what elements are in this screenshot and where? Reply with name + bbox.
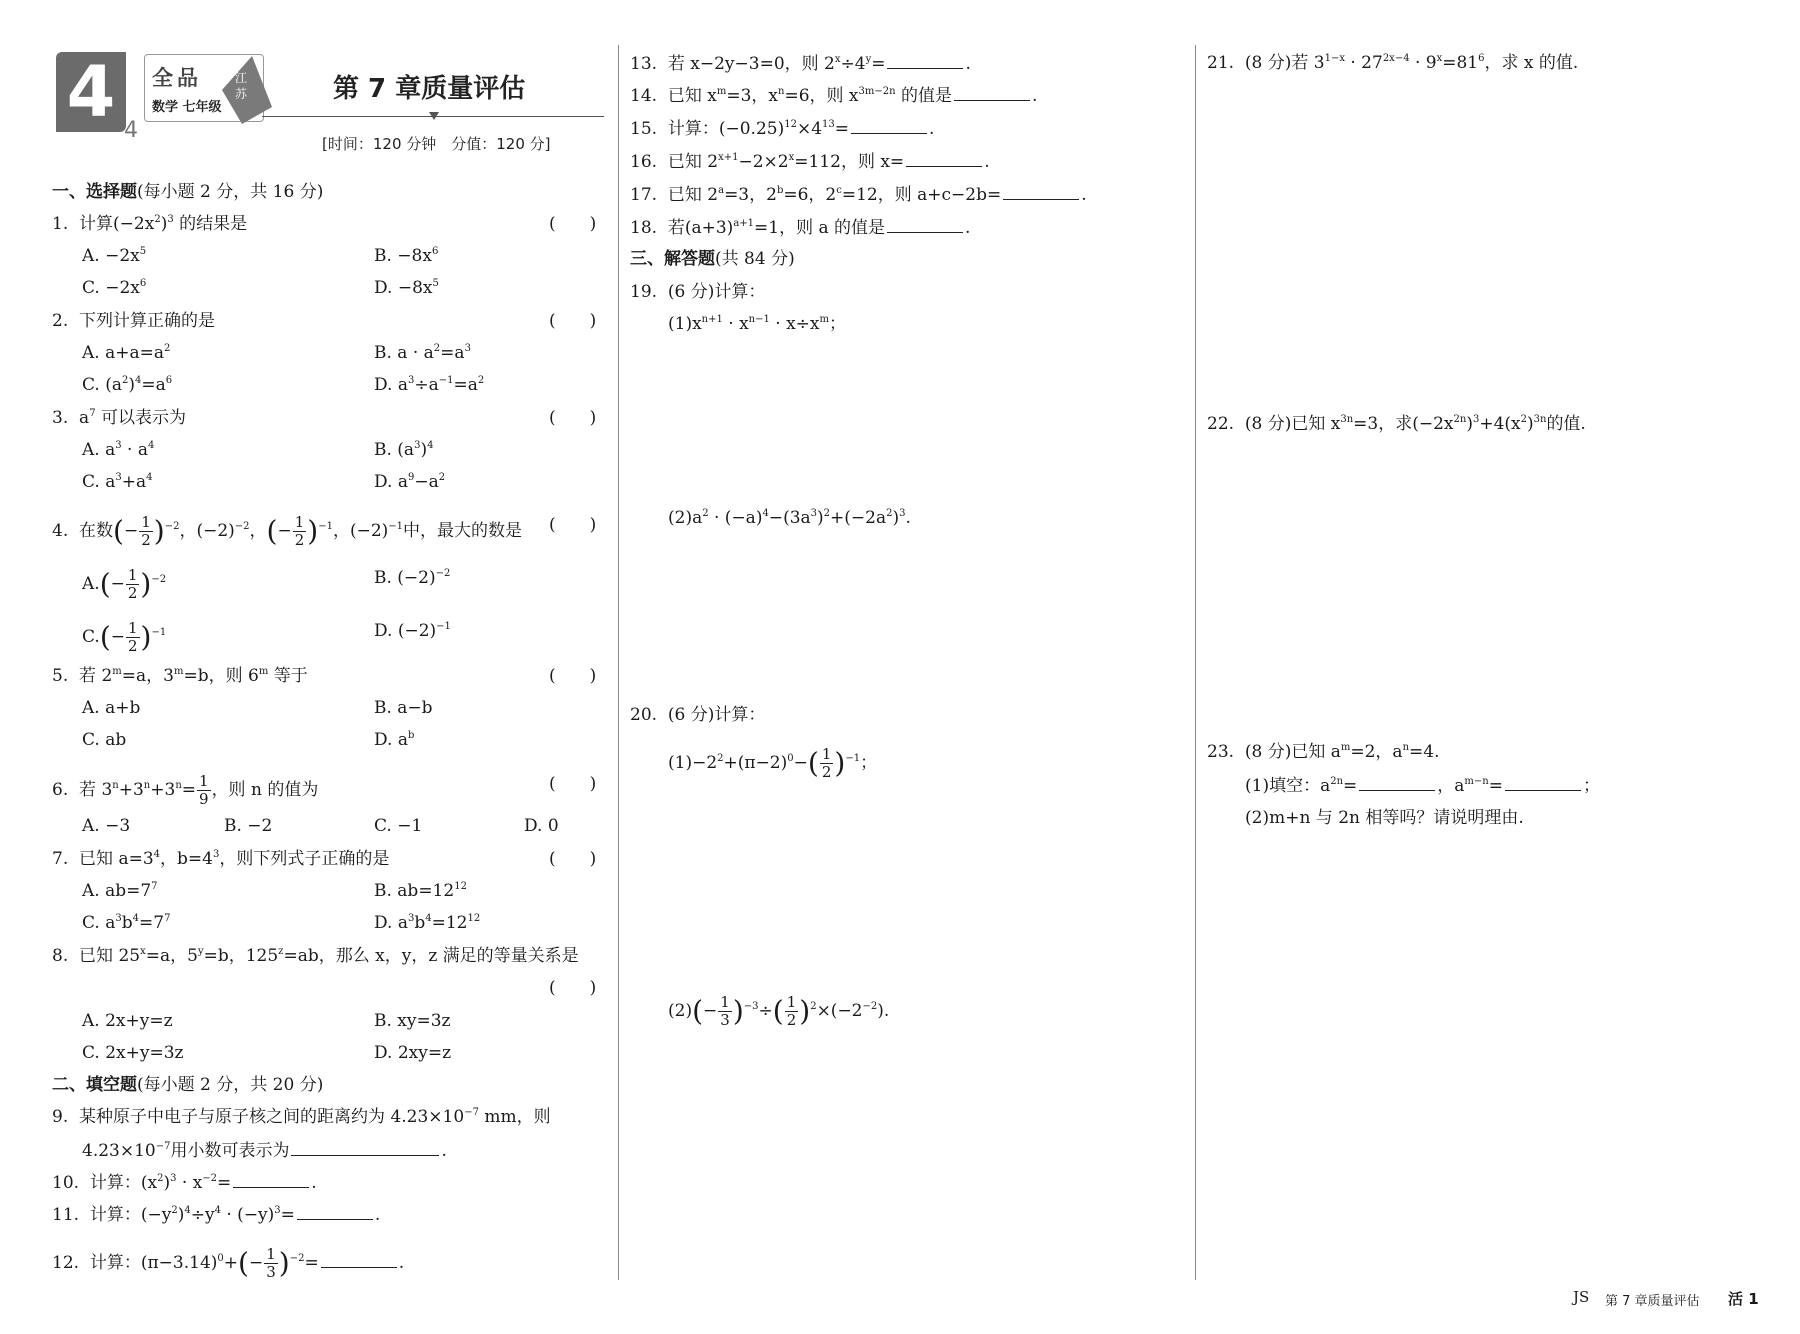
option-c: C. −1 — [374, 816, 423, 836]
option-d: D. $a^3b^4=12^{12}$ — [374, 913, 481, 933]
question-7: 7. 已知 $a=3^4$，$b=4^3$，则下列式子正确的是 — [52, 849, 390, 869]
answer-blank[interactable] — [906, 150, 982, 167]
answer-paren: ( ) — [549, 849, 597, 869]
option-c: C. 2x+y=3z — [82, 1043, 184, 1063]
question-16: 16. 已知 $2^{x+1}-2\times 2^x=112$，则 x= . — [630, 152, 990, 172]
answer-paren: ( ) — [549, 774, 597, 794]
option-b: B. $-8x^6$ — [374, 246, 439, 266]
option-a: A. $a+a=a^2$ — [82, 343, 171, 363]
answer-blank[interactable] — [887, 216, 963, 233]
option-b: B. $(a^3)^4$ — [374, 440, 434, 460]
option-c: C. ab — [82, 730, 127, 750]
question-20-part1: $(1)-2^2+(\pi-2)^0-$( $\frac{1}{2}$ )$^{-1}$； — [668, 745, 878, 781]
question-18: 18. 若$(a+3)^{a+1}=1$，则 a 的值是 . — [630, 218, 971, 238]
option-d: D. $(-2)^{-1}$ — [374, 621, 451, 641]
answer-paren: ( ) — [549, 978, 597, 998]
unit-number-badge: 4 — [56, 52, 126, 132]
answer-paren: ( ) — [549, 214, 597, 234]
question-1: 1. 计算$(-2x^2)^3$ 的结果是 — [52, 214, 248, 234]
question-23-part1: (1)填空：$a^{2n}=$ ，$a^{m-n}=$ ； — [1245, 776, 1600, 796]
footer-title: 第 7 章质量评估 — [1605, 1294, 1700, 1309]
question-21: 21. (8 分)若 $3^{1-x} \cdot 27^{2x-4} \cdot 9^x=81^6$，求 x 的值. — [1207, 53, 1579, 73]
section-choice: 一、选择题(每小题 2 分，共 16 分) — [52, 182, 324, 202]
question-12: 12. 计算：$(\pi-3.14)^0+(-$ $\frac{1}{3}$ )$^{-2}$= . — [52, 1245, 405, 1281]
answer-paren: ( ) — [549, 408, 597, 428]
answer-blank[interactable] — [233, 1171, 309, 1188]
question-3: 3. $a^7$ 可以表示为 — [52, 408, 186, 428]
time-info: [时间：120 分钟 分值：120 分] — [322, 135, 551, 153]
option-a: A. $a^3 \cdot a^4$ — [82, 440, 155, 460]
question-13: 13. 若 x−2y−3=0，则 $2^x\div 4^y=$ . — [630, 54, 971, 74]
option-c: C. $(a^2)^4=a^6$ — [82, 375, 173, 395]
column-divider — [618, 45, 619, 1280]
question-19: 19. (6 分)计算： — [630, 282, 766, 302]
question-23-part2: (2)m+n 与 2n 相等吗？请说明理由. — [1245, 808, 1524, 828]
answer-blank[interactable] — [291, 1139, 439, 1156]
question-4: 4. 在数(− $\frac{1}{2}$ )$^{-2}$，$(-2)^{-2}$，(− $\frac{1}{2}$ )$^{-1}$，$(-2)^{-1}$中，最大的数是 — [52, 513, 523, 549]
option-b: B. −2 — [224, 816, 273, 836]
option-d: D. $a^9-a^2$ — [374, 472, 446, 492]
option-a: A. −3 — [82, 816, 131, 836]
answer-blank[interactable] — [321, 1251, 397, 1268]
option-a: A. a+b — [82, 698, 141, 718]
option-c: C. $a^3b^4=7^7$ — [82, 913, 171, 933]
question-10: 10. 计算：$(x^2)^3 \cdot x^{-2}=$ . — [52, 1173, 317, 1193]
question-19-part1: $(1)x^{n+1} \cdot x^{n-1} \cdot x\div x^m$； — [668, 314, 846, 334]
question-19-part2: $(2)a^2 \cdot (-a)^4-(3a^3)^2+(-2a^2)^3$. — [668, 508, 911, 528]
answer-paren: ( ) — [549, 666, 597, 686]
answer-blank[interactable] — [1359, 774, 1435, 791]
subject-grade: 数学 七年级 — [152, 100, 222, 115]
option-b: B. $ab=12^{12}$ — [374, 881, 467, 901]
answer-blank[interactable] — [1003, 183, 1079, 200]
option-d: D. 2xy=z — [374, 1043, 452, 1063]
question-8: 8. 已知 $25^x=a$，$5^y=b$，$125^z=ab$，那么 x，y，z 满足的等量关系是 — [52, 946, 579, 966]
section-solve: 三、解答题(共 84 分) — [630, 249, 795, 269]
option-b: B. a−b — [374, 698, 433, 718]
option-d: D. $a^b$ — [374, 730, 415, 750]
answer-blank[interactable] — [297, 1203, 373, 1220]
answer-blank[interactable] — [954, 84, 1030, 101]
question-20-part2: (2)(− $\frac{1}{3}$ )$^{-3}$÷( $\frac{1}{2}$ )$^2\times(-2^{-2})$. — [668, 993, 890, 1029]
option-c: C. $a^3+a^4$ — [82, 472, 153, 492]
unit-number-small: 4 — [124, 118, 138, 143]
option-a: A. 2x+y=z — [82, 1011, 173, 1031]
question-6: 6. 若 $3^n+3^n+3^n=$ $\frac{1}{9}$ ，则 n 的值为 — [52, 772, 319, 808]
question-2: 2. 下列计算正确的是 — [52, 311, 216, 331]
footer-code: JS — [1573, 1288, 1590, 1306]
answer-paren: ( ) — [549, 515, 597, 535]
option-d: D. $-8x^5$ — [374, 278, 439, 298]
question-11: 11. 计算：$(-y^2)^4\div y^4 \cdot (-y)^3=$ . — [52, 1205, 381, 1225]
question-9-line2: $4.23\times 10^{-7}$用小数可表示为 . — [82, 1141, 447, 1161]
answer-paren: ( ) — [549, 311, 597, 331]
option-c: C. $-2x^6$ — [82, 278, 147, 298]
question-20: 20. (6 分)计算： — [630, 705, 766, 725]
chapter-title: 第 7 章质量评估 — [333, 74, 526, 104]
question-22: 22. (8 分)已知 $x^{3n}=3$，求$(-2x^{2n})^3+4(x^2)^{3n}$的值. — [1207, 414, 1586, 434]
option-b: B. xy=3z — [374, 1011, 451, 1031]
option-b: B. $(-2)^{-2}$ — [374, 568, 451, 588]
question-17: 17. 已知 $2^a=3$，$2^b=6$，$2^c=12$，则 a+c−2b= . — [630, 185, 1087, 205]
question-14: 14. 已知 $x^m=3$，$x^n=6$，则 $x^{3m-2n}$ 的值是 . — [630, 86, 1038, 106]
option-a: A. $-2x^5$ — [82, 246, 147, 266]
option-c: C.(− $\frac{1}{2}$ )$^{-1}$ — [82, 619, 167, 655]
option-a: A.(− $\frac{1}{2}$ )$^{-2}$ — [82, 566, 167, 602]
question-23: 23. (8 分)已知 $a^m=2$，$a^n=4$. — [1207, 742, 1440, 762]
region-label: 江苏 — [235, 71, 248, 101]
question-9: 9. 某种原子中电子与原子核之间的距离约为 $4.23\times 10^{-7}$ mm，则 — [52, 1107, 551, 1127]
option-d: D. 0 — [524, 816, 559, 836]
answer-blank[interactable] — [851, 117, 927, 134]
section-fill: 二、填空题(每小题 2 分，共 20 分) — [52, 1075, 324, 1095]
footer-page: 活 1 — [1728, 1290, 1759, 1308]
option-d: D. $a^3\div a^{-1}=a^2$ — [374, 375, 485, 395]
question-5: 5. 若 $2^m=a$，$3^m=b$，则 6$^m$ 等于 — [52, 666, 308, 686]
brand-name: 全品 — [152, 66, 202, 90]
column-divider — [1195, 45, 1196, 1280]
question-15: 15. 计算：$(-0.25)^{12}\times 4^{13}=$ . — [630, 119, 935, 139]
answer-blank[interactable] — [887, 52, 963, 69]
option-b: B. $a \cdot a^2=a^3$ — [374, 343, 471, 363]
option-a: A. $ab=7^7$ — [82, 881, 158, 901]
answer-blank[interactable] — [1505, 774, 1581, 791]
